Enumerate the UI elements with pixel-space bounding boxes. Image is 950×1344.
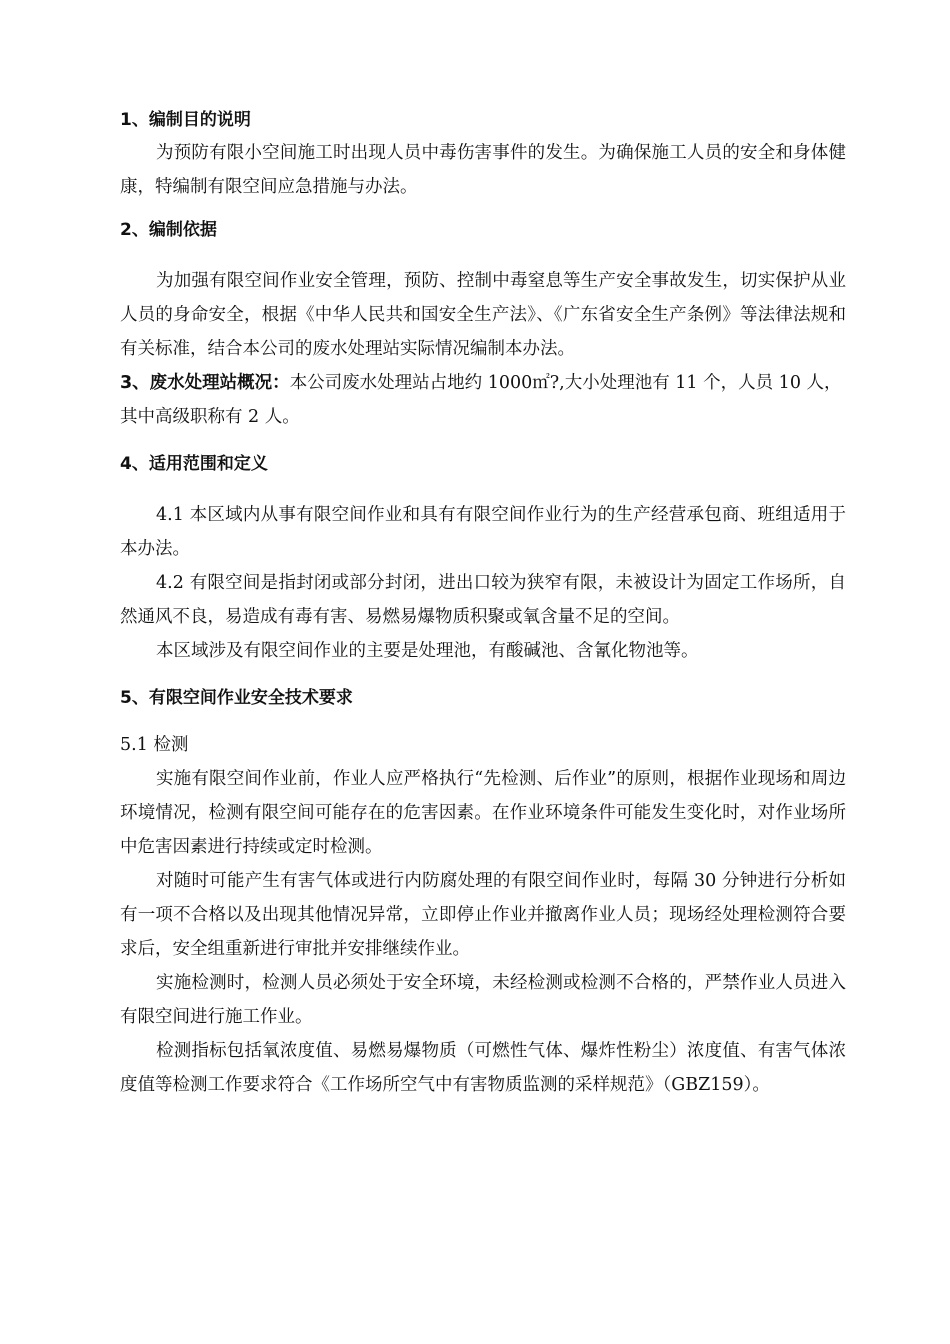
- section-1-paragraph: 为预防有限小空间施工时出现人员中毒伤害事件的发生。为确保施工人员的安全和身体健康，特编制有限空间应急措施与办法。: [120, 143, 846, 197]
- section-5-paragraph-4: 检测指标包括氧浓度值、易燃易爆物质（可燃性气体、爆炸性粉尘）浓度值、有害气体浓度值等检测工作要求符合《工作场所空气中有害物质监测的采样规范》（GBZ159）。: [120, 1041, 846, 1095]
- section-5-heading: 5、有限空间作业安全技术要求: [120, 688, 353, 708]
- section-4-paragraph-1: 4.1 本区域内从事有限空间作业和具有有限空间作业行为的生产经营承包商、班组适用于本办法。: [120, 505, 846, 559]
- document-body: [120, 104, 846, 1102]
- section-3-text: 本公司废水处理站占地约 1000㎡?,大小处理池有 11 个，人员 10 人，其中高级职称有 2 人。: [120, 373, 842, 427]
- section-3-line: [120, 366, 846, 434]
- section-5-paragraph-2: 对随时可能产生有害气体或进行内防腐处理的有限空间作业时，每隔 30 分钟进行分析如有一项不合格以及出现其他情况异常，立即停止作业并撤离作业人员；现场经处理检测符合要求后，安全组重新进行审批并安排继续作业。: [120, 871, 846, 959]
- section-2-heading: 2、编制依据: [120, 220, 217, 240]
- section-3-heading: 3、废水处理站概况：: [120, 373, 290, 393]
- section-5-paragraph-1: 实施有限空间作业前，作业人应严格执行“先检测、后作业”的原则，根据作业现场和周边环境情况，检测有限空间可能存在的危害因素。在作业环境条件可能发生变化时，对作业场所中危害因素进行持续或定时检测。: [120, 769, 846, 857]
- section-2-paragraph: 为加强有限空间作业安全管理，预防、控制中毒窒息等生产安全事故发生，切实保护从业人员的身命安全，根据《中华人民共和国安全生产法》、《广东省安全生产条例》等法律法规和有关标准，结合本公司的废水处理站实际情况编制本办法。: [120, 271, 846, 359]
- section-1-heading: 1、编制目的说明: [120, 110, 251, 130]
- section-4-paragraph-2: 4.2 有限空间是指封闭或部分封闭，进出口较为狭窄有限，未被设计为固定工作场所，自然通风不良，易造成有毒有害、易燃易爆物质积聚或氧含量不足的空间。: [120, 573, 846, 627]
- section-4-paragraph-3: 本区域涉及有限空间作业的主要是处理池，有酸碱池、含氰化物池等。: [156, 641, 699, 661]
- section-4-heading: 4、适用范围和定义: [120, 454, 268, 474]
- section-5-paragraph-3: 实施检测时，检测人员必须处于安全环境，未经检测或检测不合格的，严禁作业人员进入有限空间进行施工作业。: [120, 973, 846, 1027]
- section-5-1-subheading: 5.1 检测: [120, 735, 189, 755]
